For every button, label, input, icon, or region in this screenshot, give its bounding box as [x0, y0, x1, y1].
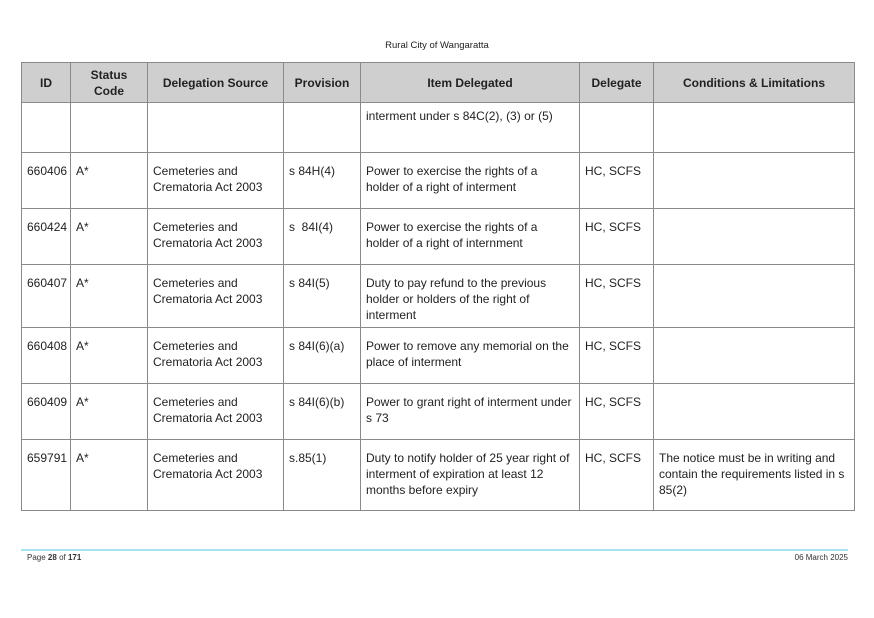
cell-delegate: HC, SCFS: [580, 384, 654, 440]
table-row: [22, 440, 855, 511]
table-row: [22, 328, 855, 384]
cell-item: Power to grant right of interment under s 73: [361, 384, 580, 440]
cell-conditions: [654, 328, 855, 384]
header-delegate: Delegate: [580, 63, 654, 103]
cell-conditions: [654, 209, 855, 265]
cell-provision: s 84I(6)(a): [284, 328, 361, 384]
header-status-code: Status Code: [71, 63, 148, 103]
cell-item: Power to remove any memorial on the place of interment: [361, 328, 580, 384]
cell-id: 660406: [22, 153, 71, 209]
cell-conditions: [654, 265, 855, 328]
cell-item: Power to exercise the rights of a holder of a right of internment: [361, 209, 580, 265]
page-number: 28: [47, 553, 57, 562]
cell-conditions: [654, 153, 855, 209]
header-provision: Provision: [284, 63, 361, 103]
cell-delegate: HC, SCFS: [580, 440, 654, 511]
cell-source: Cemeteries and Crematoria Act 2003: [148, 209, 284, 265]
cell-status: A*: [71, 265, 148, 328]
page-indicator: [27, 553, 81, 562]
footer-divider: [21, 549, 848, 551]
cell-source: Cemeteries and Crematoria Act 2003: [148, 440, 284, 511]
cell-source: Cemeteries and Crematoria Act 2003: [148, 153, 284, 209]
header-row: [22, 63, 855, 103]
table-header: [22, 63, 855, 103]
cell-delegate: HC, SCFS: [580, 265, 654, 328]
page-of: of: [59, 553, 66, 562]
header-delegation-source: Delegation Source: [148, 63, 284, 103]
table-row: [22, 265, 855, 328]
cell-conditions: [654, 103, 855, 153]
page-prefix: Page: [27, 553, 46, 562]
cell-provision: s 84I(5): [284, 265, 361, 328]
cell-status: A*: [71, 153, 148, 209]
cell-id: 660408: [22, 328, 71, 384]
cell-source: Cemeteries and Crematoria Act 2003: [148, 328, 284, 384]
header-id: ID: [22, 63, 71, 103]
table-row-continuation: [22, 103, 855, 153]
cell-item: Duty to notify holder of 25 year right of interment of expiration at least 12 months before expiry: [361, 440, 580, 511]
cell-provision: s 84H(4): [284, 153, 361, 209]
cell-delegate: [580, 103, 654, 153]
cell-delegate: HC, SCFS: [580, 209, 654, 265]
cell-source: Cemeteries and Crematoria Act 2003: [148, 265, 284, 328]
cell-id: 660424: [22, 209, 71, 265]
cell-item: Duty to pay refund to the previous holder or holders of the right of interment: [361, 265, 580, 328]
cell-provision: s 84I(6)(b): [284, 384, 361, 440]
table-row: [22, 384, 855, 440]
cell-status: A*: [71, 209, 148, 265]
cell-status: [71, 103, 148, 153]
table-row: [22, 209, 855, 265]
cell-id: [22, 103, 71, 153]
cell-provision: [284, 103, 361, 153]
cell-item: Power to exercise the rights of a holder of a right of interment: [361, 153, 580, 209]
cell-item: interment under s 84C(2), (3) or (5): [361, 103, 580, 153]
document-title: Rural City of Wangaratta: [385, 40, 489, 51]
cell-delegate: HC, SCFS: [580, 153, 654, 209]
header-conditions: Conditions & Limitations: [654, 63, 855, 103]
cell-conditions: The notice must be in writing and contain the requirements listed in s 85(2): [654, 440, 855, 511]
cell-id: 659791: [22, 440, 71, 511]
footer-date: 06 March 2025: [794, 553, 848, 562]
cell-provision: s.85(1): [284, 440, 361, 511]
delegation-table: [21, 62, 855, 511]
cell-source: [148, 103, 284, 153]
cell-status: A*: [71, 384, 148, 440]
cell-status: A*: [71, 440, 148, 511]
header-item-delegated: Item Delegated: [361, 63, 580, 103]
cell-delegate: HC, SCFS: [580, 328, 654, 384]
cell-source: Cemeteries and Crematoria Act 2003: [148, 384, 284, 440]
table-row: [22, 153, 855, 209]
cell-id: 660409: [22, 384, 71, 440]
cell-status: A*: [71, 328, 148, 384]
cell-provision: s 84I(4): [284, 209, 361, 265]
cell-id: 660407: [22, 265, 71, 328]
cell-conditions: [654, 384, 855, 440]
page-total: 171: [67, 553, 82, 562]
